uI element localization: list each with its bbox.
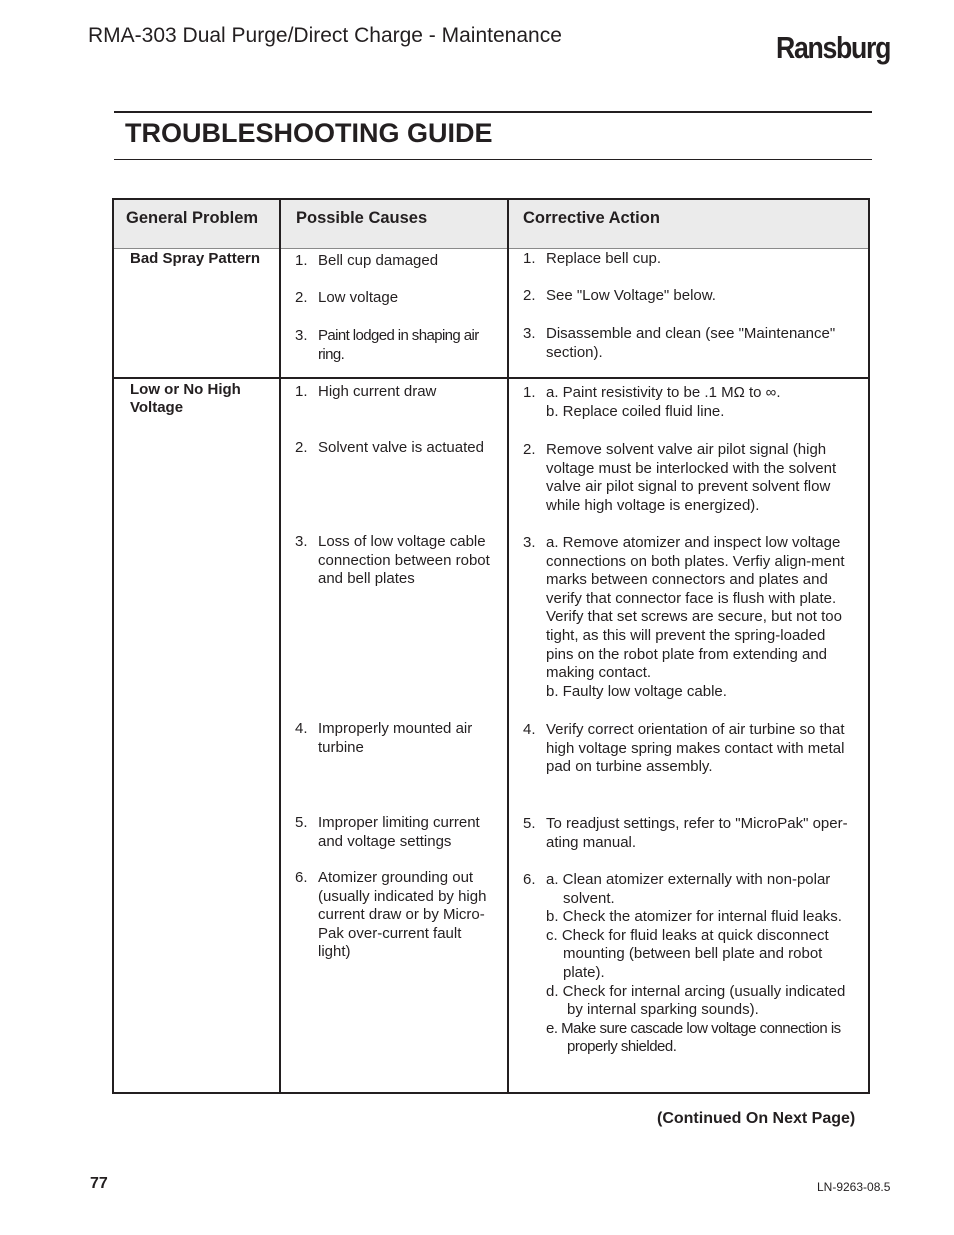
action-number: 1. bbox=[523, 384, 536, 401]
cause-text: Low voltage bbox=[318, 289, 399, 306]
continued-note: (Continued On Next Page) bbox=[657, 1110, 856, 1127]
cause-number: 6. bbox=[295, 869, 308, 886]
table-border-left bbox=[112, 198, 114, 1094]
table-column-divider-2 bbox=[507, 198, 509, 1094]
column-header-corrective-action: Corrective Action bbox=[523, 209, 660, 227]
action-number: 2. bbox=[523, 441, 536, 458]
action-subitem: d. Check for internal arcing (usually indicated by internal sparking sounds). bbox=[546, 982, 846, 1019]
action-number: 4. bbox=[523, 721, 536, 738]
problem-low-or-no-high-voltage: Low or No High Voltage bbox=[130, 381, 241, 416]
action-item bbox=[523, 871, 864, 1057]
cause-item bbox=[295, 814, 493, 851]
action-number: 2. bbox=[523, 287, 536, 304]
action-text: Verify correct orientation of air turbine so that high voltage spring makes contact with metal pad on turbine assembly. bbox=[546, 721, 845, 776]
cause-number: 1. bbox=[295, 252, 308, 269]
table-border-bottom bbox=[113, 1092, 870, 1094]
cause-number: 2. bbox=[295, 439, 308, 456]
cause-text: Improperly mounted air turbine bbox=[318, 720, 473, 756]
cause-text: High current draw bbox=[318, 383, 437, 400]
action-text: To readjust settings, refer to "MicroPak" oper-ating manual. bbox=[546, 815, 848, 851]
action-text: Replace bell cup. bbox=[546, 250, 662, 267]
cause-text: Paint lodged in shaping air ring. bbox=[318, 327, 479, 363]
brand-logo: Ransburg bbox=[776, 30, 891, 65]
action-item bbox=[523, 250, 888, 269]
action-subitem: c. Check for fluid leaks at quick disconnect mounting (between bell plate and robot plate). bbox=[546, 926, 829, 981]
cause-number: 2. bbox=[295, 289, 308, 306]
cause-item bbox=[295, 720, 493, 757]
action-number: 5. bbox=[523, 815, 536, 832]
page-number: 77 bbox=[90, 1175, 108, 1192]
cause-text: Improper limiting current and voltage settings bbox=[318, 814, 480, 850]
action-subitem: e. Make sure cascade low voltage connection is properly shielded. bbox=[546, 1019, 841, 1056]
action-item bbox=[523, 441, 852, 515]
table-row-divider bbox=[113, 377, 870, 379]
table-border-top bbox=[113, 198, 870, 200]
cause-number: 4. bbox=[295, 720, 308, 737]
action-subitem: b. Check the atomizer for internal fluid leaks. bbox=[546, 908, 842, 926]
action-subitem: a. Clean atomizer externally with non-polar solvent. bbox=[546, 871, 831, 907]
action-number: 3. bbox=[523, 534, 536, 551]
action-item bbox=[523, 721, 861, 777]
action-text: Remove solvent valve air pilot signal (high voltage must be interlocked with the solvent valve air pilot signal to prevent solvent flow while high voltage is energized). bbox=[546, 441, 837, 514]
cause-text: Bell cup damaged bbox=[318, 252, 439, 269]
action-subitem: b. Replace coiled fluid line. bbox=[546, 402, 725, 420]
action-subitem: b. Faulty low voltage cable. bbox=[546, 682, 727, 700]
action-item bbox=[523, 325, 856, 362]
action-subitem: a. Paint resistivity to be .1 MΩ to ∞. bbox=[546, 384, 781, 401]
cause-number: 5. bbox=[295, 814, 308, 831]
column-header-general-problem: General Problem bbox=[126, 209, 259, 227]
cause-item bbox=[295, 289, 524, 308]
action-number: 1. bbox=[523, 250, 536, 267]
action-text: Disassemble and clean (see "Maintenance" section). bbox=[546, 325, 836, 361]
table-column-divider-1 bbox=[279, 198, 281, 1094]
problem-bad-spray-pattern: Bad Spray Pattern bbox=[130, 250, 261, 267]
cause-item bbox=[295, 533, 501, 589]
action-number: 3. bbox=[523, 325, 536, 342]
cause-item bbox=[295, 383, 524, 402]
title-rule-top bbox=[114, 111, 872, 113]
title-rule-bottom bbox=[114, 159, 872, 160]
action-item bbox=[523, 815, 864, 852]
cause-text: Solvent valve is actuated bbox=[318, 439, 484, 456]
cause-number: 3. bbox=[295, 327, 308, 344]
document-title: RMA-303 Dual Purge/Direct Charge - Maintenance bbox=[88, 24, 562, 47]
cause-number: 1. bbox=[295, 383, 308, 400]
column-header-possible-causes: Possible Causes bbox=[296, 209, 428, 227]
document-code: LN-9263-08.5 bbox=[817, 1180, 891, 1194]
action-number: 6. bbox=[523, 871, 536, 888]
cause-item bbox=[295, 327, 498, 364]
cause-text: Atomizer grounding out (usually indicated by high current draw or by Micro-Pak over-current fault light) bbox=[318, 869, 487, 961]
table-border-right bbox=[868, 198, 870, 1094]
action-subitem: a. Remove atomizer and inspect low voltage connections on both plates. Verfiy align-ment marks between connectors and plates and verify that connector face is flush with plate. Verify that set screws are secure, but not too tight, as this will prevent the spring-loaded pins on the robot plate from extending and making contact. bbox=[546, 534, 845, 682]
table-header-divider bbox=[113, 248, 870, 249]
cause-item bbox=[295, 869, 498, 962]
action-item bbox=[523, 384, 888, 421]
cause-number: 3. bbox=[295, 533, 308, 550]
cause-item bbox=[295, 252, 524, 271]
action-item bbox=[523, 287, 888, 306]
action-text: See "Low Voltage" below. bbox=[546, 287, 716, 304]
section-title: TROUBLESHOOTING GUIDE bbox=[125, 118, 493, 148]
cause-item bbox=[295, 439, 524, 458]
cause-text: Loss of low voltage cable connection between robot and bell plates bbox=[318, 533, 490, 588]
action-item bbox=[523, 534, 856, 701]
